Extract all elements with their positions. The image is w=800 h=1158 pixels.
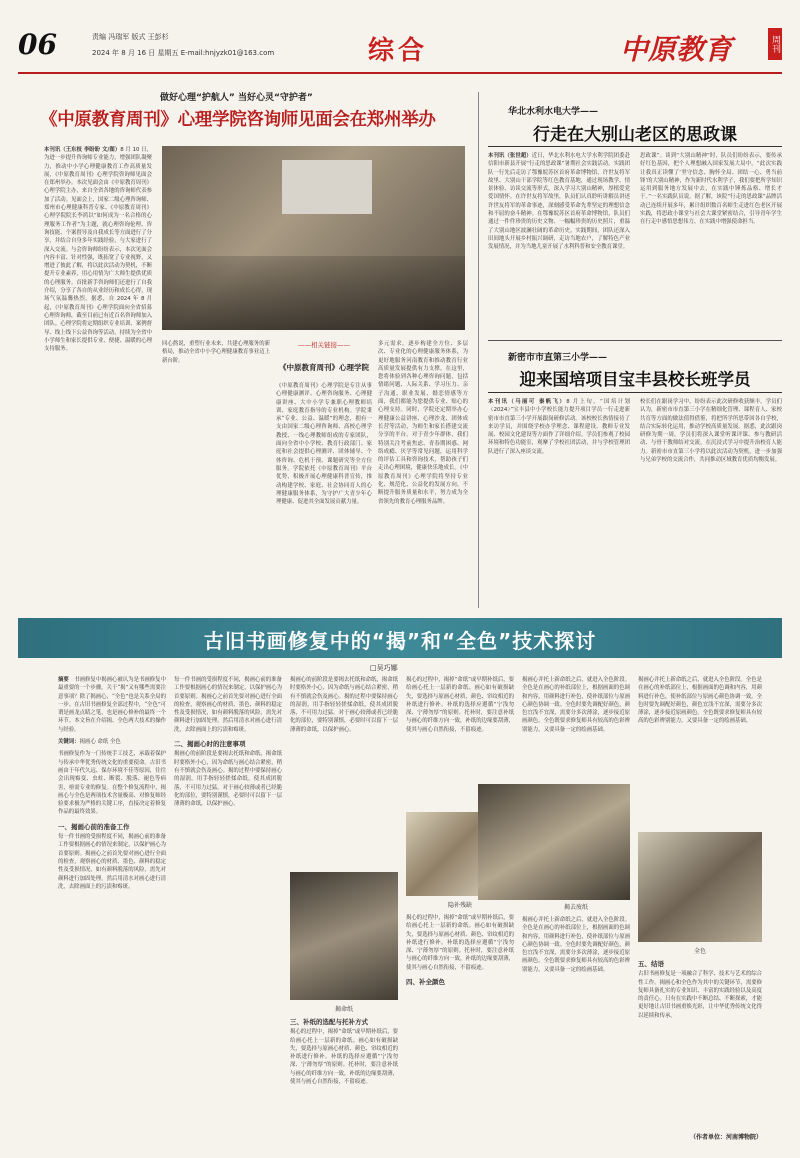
section5-title: 五、结语 — [638, 960, 664, 968]
feature-col3b — [290, 1018, 398, 1141]
section2-cont: 揭画心的前阶段是要揭去托纸和命纸，揭命纸时要格外小心，因为命纸与画心结合紧密，稍有不慎就会伤及画心。揭的过程中要保持画心的湿润，用手指轻轻搓揉命纸，使其成团脱落，不可用力过猛。对于画心较薄或者已经脆化的部位，要特别谨慎，必要时可以留下一层薄薄的命纸，以保护画心。 — [290, 677, 398, 733]
editor-line: 责编 冯瑞军 版式 王彭杉 — [92, 33, 169, 41]
feature-col2 — [174, 676, 282, 1141]
caption-4: 全色 — [693, 948, 706, 955]
right-top-byline: 本刊讯（张世超） — [488, 153, 532, 159]
right-top-kicker: 华北水利水电大学—— — [508, 107, 599, 117]
section5-text: 古旧书画修复是一项融合了科学、技术与艺术的综合性工作。揭画心和全色作为其中的关键环节，需要修复师具备扎实的专业知识、丰富的实践经验以及高度的责任心。只有在实践中不断总结、不断探索，才能更好地让古旧书画重焕光彩，让中华优秀传统文化得以延续和传承。 — [638, 971, 762, 1019]
lead-photo — [162, 146, 465, 330]
section4-text: 揭画心并托上新命纸之后，就进入全色阶段。全色是在画心的补纸部位上，根据画面的色调和内容，用颜料进行补色，使补纸部位与原画心颜色协调一致。全色时要先调配好颜色，颜色宜浅不宜深，需要分多次薄涂，逐步接近原画颜色。全色既要求修复师具有较高的色彩辨别能力，又要具备一定的绘画基础。 — [522, 677, 630, 733]
feature-col3 — [290, 676, 398, 866]
feature-col4b — [406, 914, 514, 1141]
right-mid-story — [488, 340, 782, 608]
date-line: 2024 年 8 月 16 日 星期五 E-mail:hnjyzk01@163.com — [92, 49, 275, 57]
right-top-col2: 思政课”。谈到“大别山精神”时，队员们纷纷表示，要传承好红色基因，把个人理想融入国家发展大局中。“此次实践让我真正读懂了‘坚守信念、胸怀全局、团结一心、勇当前锋’的大别山精神，作为新时代水利学子，我们要把所学知识运用到服务地方发展中去，在实践中锤炼品格、增长才干。”一名实践队员说。据了解，该院“行走的思政课”品牌活动已连续开展多年，累计组织数百名师生走进红色老区开展实践，将思政小课堂与社会大课堂紧密结合，引导青年学生在行走中感悟思想伟力、在实践中增强使命担当。 — [640, 153, 782, 226]
lead-byline: 本刊讯（王东枝 李盼盼 文/图） — [44, 147, 121, 153]
section2-text: 揭画心的前阶段是要揭去托纸和命纸，揭命纸时要格外小心，因为命纸与画心结合紧密，稍有不慎就会伤及画心。揭的过程中要保持画心的湿润，用手指轻轻搓揉命纸，使其成团脱落，不可用力过猛。对于画心较薄或者已经脆化的部位，要特别谨慎，必要时可以留下一层薄薄的命纸，以保护画心。 — [174, 751, 282, 808]
right-top-body: 近日，华北水利水电大学水利学院团委赴信阳市新县开展“行走的思政课”暑期社会实践活动。实践团队一行先后走访了鄂豫皖苏区首府革命博物馆、许世友将军故里、大别山干部学院等红色教育基地，通过现场教学、情景体验、访谈交流等形式，深入学习大别山精神，厚植爱党爱国情怀。在许世友将军故里，队员们认真聆听讲解员讲述许世友将军的革命事迹，深刻感受革命先辈坚定的理想信念和不屈的奋斗精神。在鄂豫皖苏区首府革命博物馆，队员们通过一件件珍贵的历史文物、一幅幅珍贵的历史照片，重温了大别山地区波澜壮阔的革命历史。实践期间，团队还深入田间地头开展乡村振兴调研，走访当地农户，了解特色产业发展情况，并为当地儿童开展了水利科普和安全教育课堂。 — [488, 153, 630, 251]
section3-cont: 揭心的过程中，揭掉“命纸”或早期补纸后，要给画心托上一层新的命纸。画心如有破损缺失，要选择与原画心材质、颜色、帘纹相近的补纸进行修补。补纸的选择应遵循“宁浅勿深、宁薄勿厚”的原则。托补时，要注意补纸与画心的纤维方向一致，补纸的边缘要刮薄，使其与画心自然衔接，不留痕迹。 — [406, 677, 514, 733]
caption-3: 揭去废纸 — [563, 904, 588, 911]
right-mid-col1 — [488, 398, 630, 600]
right-mid-col2: 校长们在跟岗学习中，纷纷表示此次研修收获颇丰。学员们认为，新密市市直第三小学在精细化管理、课程育人、家校共育等方面的做法值得借鉴，将把所学所思带回各自学校，结合实际转化运用，推动学校高质量发展。据悉，此次跟岗研修为期一周，学员们将深入课堂听课评课、参与教研活动、与骨干教师结对交流，在沉浸式学习中提升治校育人能力。新密市市直第三小学将以此次活动为契机，进一步加强与兄弟学校的交流合作，共同推动区域教育优质均衡发展。 — [640, 399, 782, 464]
photo-3 — [478, 784, 630, 900]
lead-col1-text — [44, 146, 152, 598]
sidebar-body2: 多元需求，逐步构建全方位、多层次、专业化的心理健康服务体系，为更好地服务河南教育和推动教育行业高质量发展提供有力支撑。在这里，您将体验到各种心理咨询问题，包括情绪问题、人际关系、学习压力、亲子沟通、职业发展、婚恋情感等方面，我们都能为您提供专业、贴心的心理支持。同时，学院还定期举办心理健康公益讲座、心理沙龙、团体成长营等活动，为师生和家长搭建交流分享的平台。对于青少年群体，我们特别关注考前焦虑、青春期困惑、网络成瘾、厌学等常见问题，运用科学的评估工具和咨询技术，帮助孩子们走出心理困境，健康快乐地成长。《中原教育周刊》心理学院将坚持专业化、规范化、公益化的发展方向，不断提升服务质量和水平，努力成为全省领先的教育心理服务品牌。 — [378, 341, 468, 505]
right-top-rule — [488, 146, 782, 147]
section4-title: 四、补全颜色 — [406, 978, 445, 987]
sidebar-body: 《中原教育周刊》心理学院是专注从事心理健康测评、心理咨询服务、心理健康讲座、大中小学专兼职心理教师培训、家庭教育指导的专业机构。学院秉承“专业、公益、温暖”的理念，拥有一支由国家二级心理咨询师、高校心理学教授、一线心理教师组成的专家团队，面向全省中小学校、教育行政部门、家庭和社会提供心理测评、团体辅导、个体咨询、危机干预、课题研究等全方位服务。学院依托《中原教育周刊》平台优势，积极开展心理健康科普宣传，推动构建学校、家庭、社会协同育人的心理健康服务体系，为守护广大青少年心理健康、促进其全面发展贡献力量。 — [276, 383, 372, 506]
keywords-text: 揭画心 命纸 全色 — [79, 739, 121, 746]
feature-banner — [18, 618, 782, 658]
right-mid-body: 8 月上旬，“国培计划（2024）”宝丰县中小学校长能力提升项目学员一行走进新密市市直第三小学开展跟岗研修活动。该校校长热情接待了来访学员，并围绕学校办学理念、课程建设、教师专业发展、校园文化建设等方面作了详细介绍。学员们参观了校园环境和特色功能室，观摩了学校社团活动，并与学校管理团队进行了深入座谈交流。 — [488, 399, 630, 455]
abstract-text: 书画修复中揭画心被认为是书画修复中最重要的一个步骤，关于“揭”又有哪些需要注意事项？除了揭画心，“全色”也是关系全局的一步。在古旧书画修复全部过程中，“全色”可谓是画龙点睛之笔，也是画心修补的最终一个环节。本文旨在介绍揭、全色两大技术的操作与经验。 — [58, 677, 166, 733]
feature-col6b — [638, 960, 762, 1130]
paper-name: 中原教育 — [620, 33, 733, 66]
lead-body-cont: 回心熬说，重塑行业未来，共建心理服务的新格局，推动全省中小学心理健康教育事业迈上新台阶。 — [162, 341, 270, 364]
feature-col5 — [522, 676, 630, 776]
photo-1 — [290, 872, 398, 1000]
section4-cont: 揭画心并托上新命纸之后，就进入全色阶段。全色是在画心的补纸部位上，根据画面的色调和内容，用颜料进行补色，使补纸部位与原画心颜色协调一致。全色时要先调配好颜色，颜色宜浅不宜深，需要分多次薄涂，逐步接近原画颜色。全色既要求修复师具有较高的色彩辨别能力，又要具备一定的绘画基础。 — [522, 917, 630, 973]
abstract — [58, 676, 166, 734]
lead-headline: 《中原教育周刊》心理学院咨询师见面会在郑州举办 — [40, 110, 436, 130]
photo-crowd — [162, 256, 465, 330]
paper-badge: 周刊 — [768, 28, 782, 60]
caption-2: 隐补残缺 — [447, 902, 472, 909]
section-title: 综合 — [368, 36, 429, 66]
author-note: （作者单位：河南博物院） — [689, 1134, 762, 1141]
section1-cont: 每一件书画的受损程度不同，揭画心前的准备工作要根据画心的情况来制定，以保护画心为首要原则。揭画心之前首先要对画心进行全面的检查，观察画心的材质、墨色、颜料的稳定性及受损情况，如有颜料脱落的风险，需先对颜料进行加固处理。然后用清水对画心进行清洗，去除画面上的污渍和霉斑。 — [174, 677, 282, 733]
section3-title: 三、补纸的选配与托补方式 — [290, 1018, 368, 1026]
caption-1: 揭命纸 — [334, 1006, 353, 1013]
sidebar-title: ——相关链接—— — [298, 341, 350, 349]
feature-title: 古旧书画修复中的“揭”和“全色”技术探讨 — [203, 629, 597, 653]
feature-col6 — [638, 676, 762, 826]
keywords-label: 关键词： — [58, 739, 80, 746]
section3-text: 揭心的过程中，揭掉“命纸”或早期补纸后，要给画心托上一层新的命纸。画心如有破损缺失，要选择与原画心材质、颜色、帘纹相近的补纸进行修补。补纸的选择应遵循“宁浅勿深、宁薄勿厚”的原则。托补时，要注意补纸与画心的纤维方向一致，补纸的边缘要刮薄，使其与画心自然衔接，不留痕迹。 — [290, 1029, 398, 1086]
right-mid-byline: 本刊讯（马丽可 秦帆飞） — [488, 399, 567, 405]
right-mid-headline: 迎来国培项目宝丰县校长班学员 — [519, 370, 751, 389]
section2-title: 二、揭画心时的注意事项 — [174, 740, 246, 749]
section4-cont2: 揭画心并托上新命纸之后，就进入全色阶段。全色是在画心的补纸部位上，根据画面的色调和内容，用颜料进行补色，使补纸部位与原画心颜色协调一致。全色时要先调配好颜色，颜色宜浅不宜深，需要分多次薄涂，逐步接近原画颜色。全色既要求修复师具有较高的色彩辨别能力，又要具备一定的绘画基础。 — [638, 677, 762, 725]
lead-story — [40, 90, 470, 612]
masthead-divider — [18, 72, 782, 74]
section3-cont2: 揭心的过程中，揭掉“命纸”或早期补纸后，要给画心托上一层新的命纸。画心如有破损缺失，要选择与原画心材质、颜色、帘纹相近的补纸进行修补。补纸的选择应遵循“宁浅勿深、宁薄勿厚”的原则。托补时，要注意补纸与画心的纤维方向一致，补纸的边缘要刮薄，使其与画心自然衔接，不留痕迹。 — [406, 915, 514, 971]
sidebar-subtitle: 《中原教育周刊》心理学院 — [279, 363, 369, 372]
feature-col5b — [522, 916, 630, 1141]
right-mid-kicker: 新密市市直第三小学—— — [508, 353, 608, 363]
lead-body: 8 月 10 日，为进一步提升咨询师专业能力，增强团队凝聚力，推动中小学心理健康教育工作高质量发展，《中原教育周刊》心理学院咨询师见面会在郑州举办。本次见面会由《中原教育周刊》心理学院主办，来自全省各地的咨询师代表参加了活动。见面会上，国家二级心理咨询师、郑州市心理健康科普专家、《中原教育周刊》心理学院院长李鸿以“如何成为一名合格的心理服务工作者”为主题，就心理咨询伦理、咨询技能、个案督导及自我成长等方面进行了分享，并结合自身多年实践经验，与大家进行了深入交流。与会咨询师纷纷表示，本次见面会内容丰富、针对性强，既拓宽了专业视野，又增进了彼此了解，将以此次活动为契机，不断提升专业素养，用心用情为广大师生提供优质的心理服务。首批新手咨询师们还进行了自我介绍，分享了各自的从业经历和成长心得，现场气氛温馨热烈。据悉，自 2024 年 8 月起，《中原教育周刊》心理学院面向全省招募心理咨询师，截至目前已有近百名咨询师加入团队。心理学院将定期组织专业培训、案例督导、线上线下公益咨询等活动，持续为全省中小学师生和家长提供专业、便捷、温暖的心理支持服务。 — [44, 147, 152, 353]
masthead — [0, 0, 800, 80]
vertical-divider — [478, 92, 479, 608]
intro: 书画修复作为一门传统手工技艺，承载着保护与传承中华优秀传统文化的重要使命。古旧书画由于年代久远、保存环境不佳等原因，往往会出现霉变、虫蛀、断裂、脱落、褪色等病害，亟需专业的修复。在整个修复流程中，揭画心与全色是两项技术含量极高、对修复师经验要求极为严格的关键工序，直接决定着修复作品的最终效果。 — [58, 751, 166, 816]
right-top-headline: 行走在大别山老区的思政课 — [533, 125, 737, 145]
right-top-col1 — [488, 152, 630, 332]
photo-screen — [282, 160, 372, 214]
photo-4 — [638, 832, 762, 942]
right-mid-top-rule — [488, 340, 782, 341]
page-number: 06 — [18, 28, 57, 61]
right-top-story — [488, 92, 782, 332]
feature-body — [18, 676, 782, 1146]
section1-text: 每一件书画的受损程度不同，揭画心前的准备工作要根据画心的情况来制定，以保护画心为首要原则。揭画心之前首先要对画心进行全面的检查，观察画心的材质、墨色、颜料的稳定性及受损情况，如有颜料脱落的风险，需先对颜料进行加固处理。然后用清水对画心进行清洗，去除画面上的污渍和霉斑。 — [58, 834, 166, 890]
keywords — [58, 738, 166, 746]
lead-kicker: 做好心理“护航人” 当好心灵“守护者” — [160, 93, 313, 103]
feature-byline: □吴巧娜 — [370, 664, 398, 672]
lead-col2-text — [162, 340, 270, 598]
feature-col1 — [58, 676, 166, 1141]
section1-title: 一、揭画心前的准备工作 — [58, 822, 130, 831]
right-mid-rule — [488, 392, 782, 393]
abstract-label: 摘要 — [58, 677, 69, 683]
